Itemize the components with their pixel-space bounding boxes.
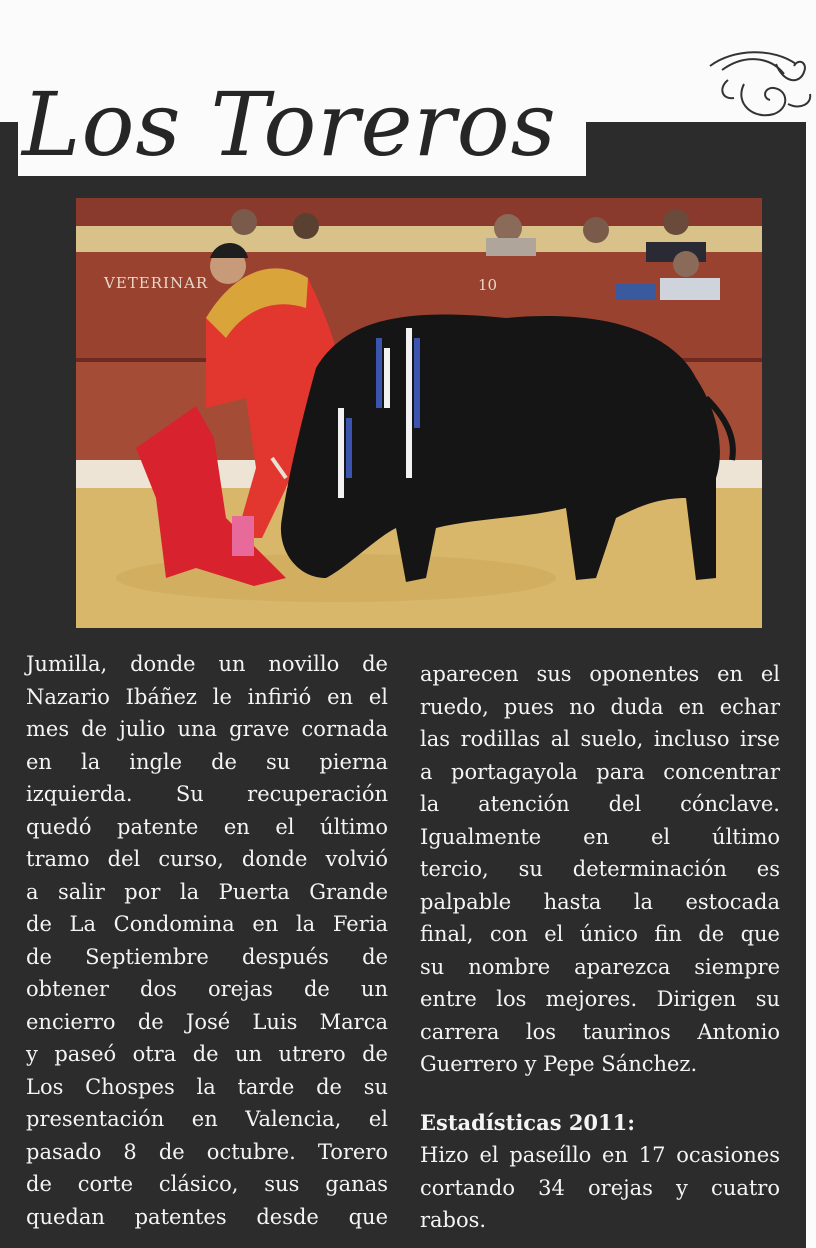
paragraph-line: mes de julio una grave cornada	[26, 717, 388, 741]
banderilla	[346, 418, 352, 478]
stats-line: Hizo el paseíllo en 17 ocasiones	[420, 1143, 780, 1167]
paragraph-line: a portagayola para concentrar	[420, 759, 780, 784]
paragraph-line: de La Condomina en la Feria	[26, 912, 388, 936]
spectator-head	[494, 214, 522, 242]
paragraph-line: encierro de José Luis Marca	[26, 1009, 388, 1034]
banderilla	[406, 328, 412, 478]
stats-heading: Estadísticas 2011:	[420, 1109, 636, 1135]
banderilla	[414, 338, 420, 428]
bullfight-photo	[76, 198, 762, 628]
paragraph-line: entre los mejores. Dirigen su	[420, 987, 780, 1011]
paragraph-line: Jumilla, donde un novillo de	[26, 652, 388, 676]
paragraph-line: quedan patentes desde que	[26, 1204, 388, 1229]
spectator-head	[583, 217, 609, 243]
flourish-ornament-icon	[704, 44, 816, 126]
paragraph-line: obtener dos orejas de un	[26, 977, 388, 1001]
banderilla	[384, 348, 390, 408]
paragraph-line: quedó patente en el último	[26, 814, 388, 839]
paragraph-line: aparecen sus oponentes en el	[420, 662, 780, 686]
spectator-body	[486, 238, 536, 256]
spectator-head	[293, 213, 319, 239]
paragraph-line: en la ingle de su pierna	[26, 749, 388, 774]
paragraph-line: tercio, su determinación es	[420, 857, 780, 881]
paragraph-line: su nombre aparezca siempre	[420, 954, 780, 979]
spectator-head	[231, 209, 257, 235]
paragraph-line: pasado 8 de octubre. Torero	[26, 1139, 388, 1164]
barrier-sign: VETERINAR	[104, 274, 209, 292]
stats-line: cortando 34 orejas y cuatro	[420, 1175, 780, 1200]
article-column-left	[26, 648, 388, 1233]
barrier-number: 10	[478, 276, 498, 294]
paragraph-line: y paseó otra de un utrero de	[26, 1042, 388, 1066]
paragraph-line: Nazario Ibáñez le infirió en el	[26, 684, 388, 709]
page-title: Los Toreros	[22, 73, 557, 176]
paragraph-line: final, con el único fin de que	[420, 922, 780, 946]
paragraph-line: palpable hasta la estocada	[420, 889, 780, 914]
paragraph-line: ruedo, pues no duda en echar	[420, 694, 780, 719]
paragraph-line: las rodillas al suelo, incluso irse	[420, 727, 780, 751]
banderilla	[376, 338, 382, 408]
paragraph-line: de corte clásico, sus ganas	[26, 1172, 388, 1196]
paragraph-line: de Septiembre después de	[26, 944, 388, 969]
page-edge	[806, 0, 816, 1248]
article-column-right	[420, 658, 780, 1237]
paragraph-line: carrera los taurinos Antonio	[420, 1019, 780, 1044]
paragraph-line: presentación en Valencia, el	[26, 1107, 388, 1131]
paragraph-line: izquierda. Su recuperación	[26, 782, 388, 806]
spectator-body	[660, 278, 720, 300]
spectator-body	[616, 284, 656, 300]
stats-line: rabos.	[420, 1208, 487, 1232]
spectator-head	[673, 251, 699, 277]
banderilla	[338, 408, 344, 498]
paragraph-line: Guerrero y Pepe Sánchez.	[420, 1052, 698, 1076]
paragraph-line: a salir por la Puerta Grande	[26, 879, 388, 904]
paragraph-line: tramo del curso, donde volvió	[26, 847, 388, 871]
paragraph-line: Los Chospes la tarde de su	[26, 1074, 388, 1099]
paragraph-line: la atención del cónclave.	[420, 792, 780, 816]
paragraph-line: Igualmente en el último	[420, 824, 780, 849]
spectator-head	[663, 209, 689, 235]
